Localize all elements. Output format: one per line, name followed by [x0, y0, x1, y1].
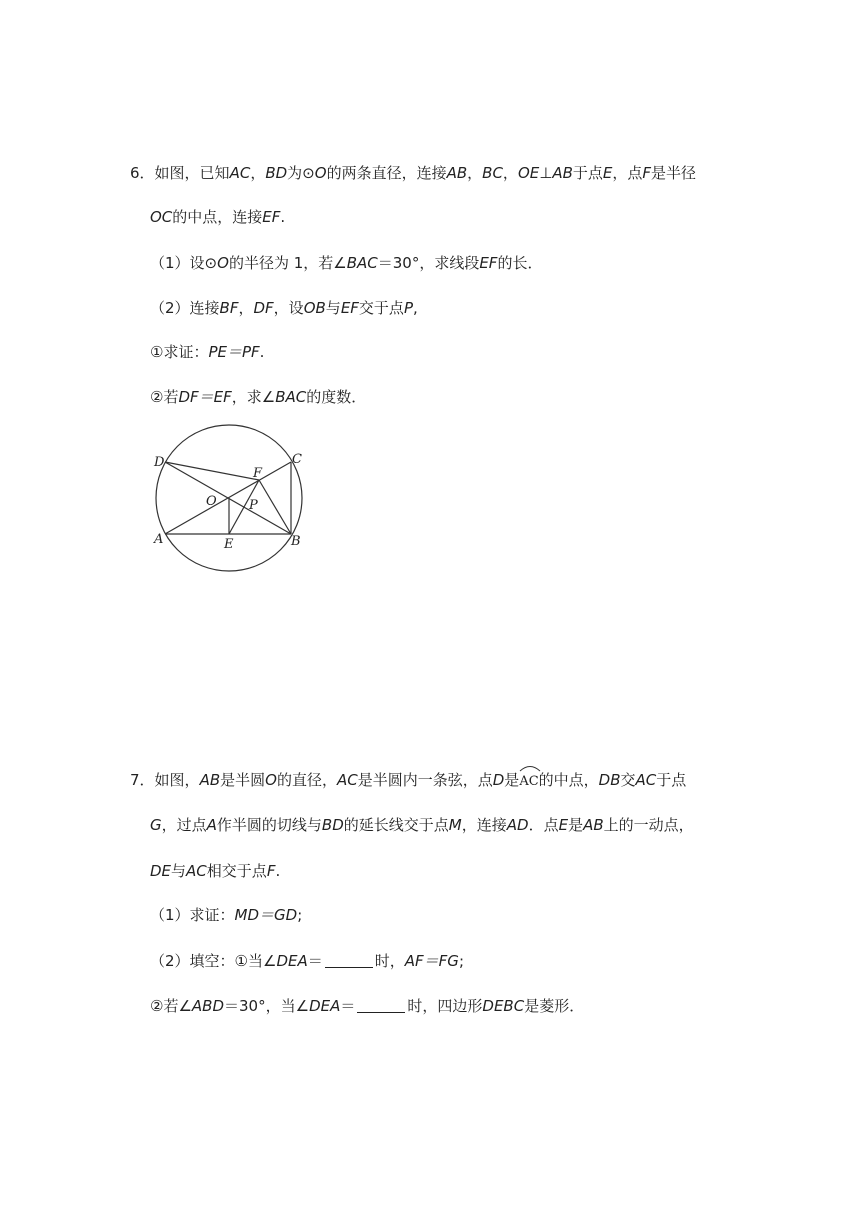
q6-subpart-2: ②若DF＝EF，求∠BAC的度数．: [150, 388, 367, 406]
q7-line-2: G，过点A作半圆的切线与BD的延长线交于点M，连接AD．点E是AB上的一动点，: [150, 816, 694, 834]
answer-blank-1[interactable]: [325, 967, 373, 968]
answer-blank-2[interactable]: [357, 1012, 405, 1013]
q6-subpart-1: ①求证：PE＝PF.: [150, 343, 265, 361]
q7-number: 7．: [130, 771, 155, 789]
q6-line-1: 6．如图，已知AC，BD为⊙O的两条直径，连接AB，BC，OE⊥AB于点E，点F是半径: [130, 164, 697, 182]
q7-part-2: （2）填空：①当∠DEA＝ 时，AF＝FG;: [150, 952, 464, 970]
segment-DF: [165, 462, 259, 480]
q7-line-3: DE与AC相交于点F.: [150, 862, 281, 880]
label-C: C: [292, 452, 302, 467]
label-D: D: [154, 455, 165, 470]
q6-part-2: （2）连接BF，DF，设OB与EF交于点P,: [150, 299, 418, 317]
arc-ac: AC: [519, 770, 538, 792]
label-F: F: [253, 466, 263, 481]
segment-BF: [259, 480, 291, 534]
q7-part-1: （1）求证：MD＝GD;: [150, 906, 303, 924]
q6-part-1: （1）设⊙O的半径为 1，若∠BAC＝30°，求线段EF的长．: [150, 254, 543, 272]
q7-line-1: 7．如图，AB是半圆O的直径，AC是半圆内一条弦，点D是 AC的中点，DB交AC于点: [130, 770, 686, 792]
label-P: P: [249, 498, 258, 513]
label-O: O: [206, 494, 217, 509]
q6-number: 6．: [130, 164, 155, 182]
label-A: A: [154, 532, 164, 547]
q6-line-2: OC的中点，连接EF.: [150, 208, 286, 226]
q7-subpart-2: ②若∠ABD＝30°，当∠DEA＝ 时，四边形DEBC是菱形．: [150, 997, 585, 1015]
q6-geometry-figure: [148, 420, 318, 580]
label-B: B: [291, 534, 301, 549]
label-E: E: [224, 537, 234, 552]
